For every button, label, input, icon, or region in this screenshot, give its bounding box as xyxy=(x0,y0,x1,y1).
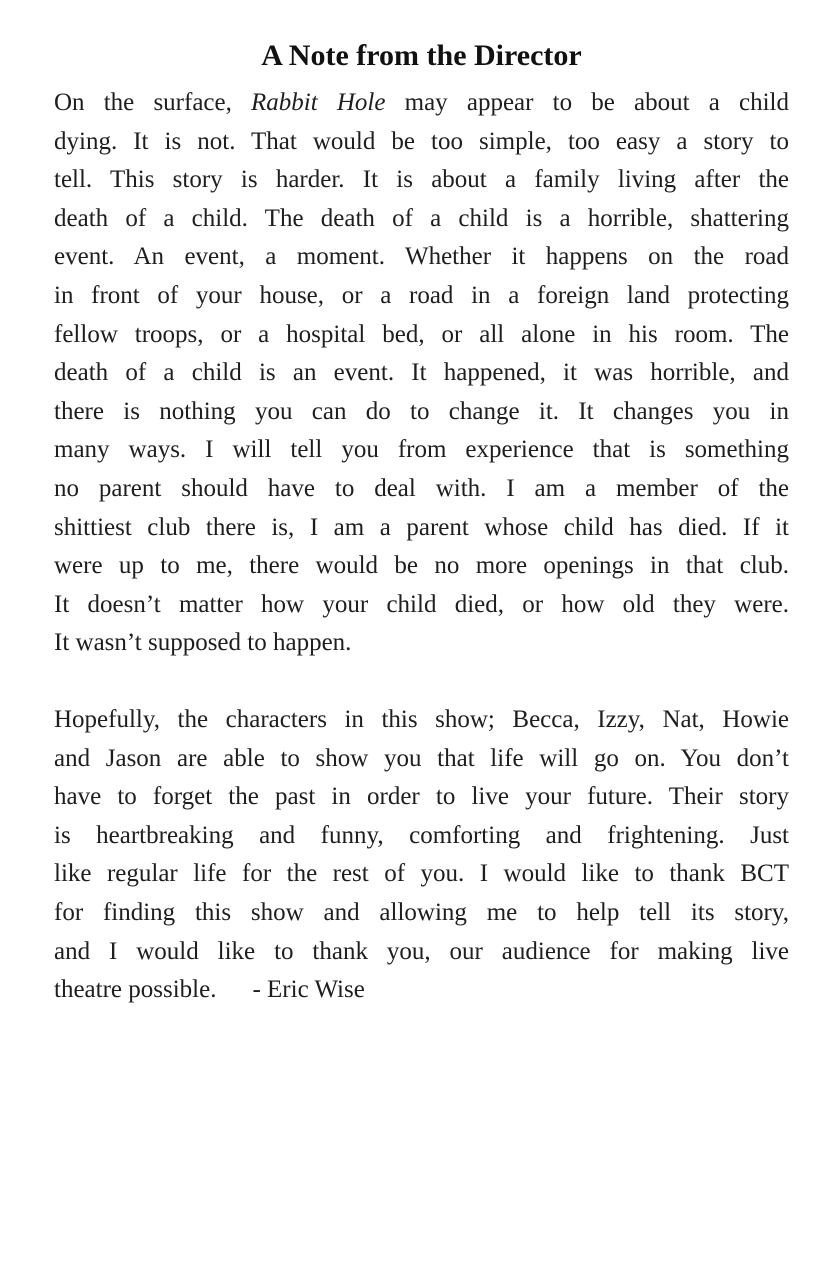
signature: - Eric Wise xyxy=(252,976,365,1004)
text-line: event. An event, a moment. Whether it happens on the road xyxy=(54,243,789,271)
text-line: death of a child is an event. It happened, it was horrible, and xyxy=(54,359,789,387)
text-line: It doesn’t matter how your child died, or how old they were. xyxy=(54,590,789,618)
text-line: have to forget the past in order to live your future. Their story xyxy=(54,783,789,811)
text-line: dying. It is not. That would be too simple, too easy a story to xyxy=(54,127,789,155)
text-line: and Jason are able to show you that life will go on. You don’t xyxy=(54,744,789,772)
text-line: there is nothing you can do to change it. It changes you in xyxy=(54,397,789,425)
text-line: is heartbreaking and funny, comforting and frightening. Just xyxy=(54,821,789,849)
text-line: fellow troops, or a hospital bed, or all alone in his room. The xyxy=(54,320,789,348)
text-line: death of a child. The death of a child is a horrible, shattering xyxy=(54,204,789,232)
text-line: in front of your house, or a road in a foreign land protecting xyxy=(54,281,789,309)
text-line: It wasn’t supposed to happen. xyxy=(54,629,352,657)
text-line: and I would like to thank you, our audience for making live xyxy=(54,937,789,965)
text-line: On the surface, Rabbit Hole may appear to be about a child xyxy=(54,89,789,116)
director-note-paragraph-1 xyxy=(54,84,789,663)
text-line: were up to me, there would be no more openings in that club. xyxy=(54,552,789,580)
text-line: shittiest club there is, I am a parent whose child has died. If it xyxy=(54,513,789,541)
play-title: Rabbit Hole xyxy=(251,89,386,116)
text-line: like regular life for the rest of you. I would like to thank BCT xyxy=(54,860,789,888)
text-line: theatre possible. - Eric Wise xyxy=(54,976,365,1004)
director-note-paragraph-2 xyxy=(54,701,789,1010)
page-title: A Note from the Director xyxy=(261,39,582,72)
text-line: for finding this show and allowing me to help tell its story, xyxy=(54,898,789,926)
text-line: many ways. I will tell you from experience that is something xyxy=(54,436,789,464)
text-line: no parent should have to deal with. I am a member of the xyxy=(54,474,789,502)
text-line: tell. This story is harder. It is about a family living after the xyxy=(54,166,789,194)
text-line: Hopefully, the characters in this show; Becca, Izzy, Nat, Howie xyxy=(54,706,789,733)
